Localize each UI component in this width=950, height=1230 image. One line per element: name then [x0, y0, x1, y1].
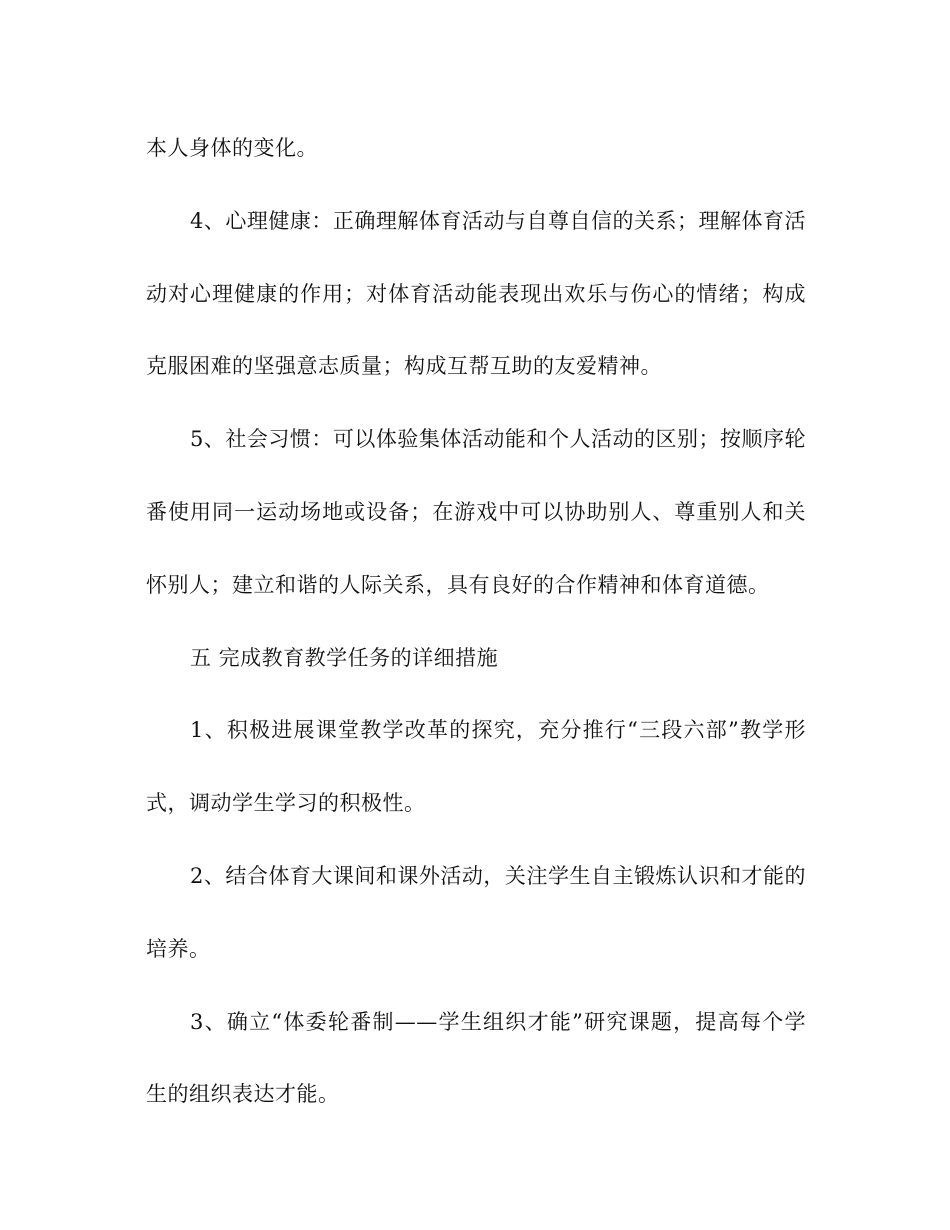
paragraph-measure-3: 3、确立“体委轮番制——学生组织才能”研究课题，提高每个学生的组织表达才能。: [146, 1009, 806, 1107]
section-heading-measures: 五 完成教育教学任务的详细措施: [190, 645, 499, 670]
paragraph-measure-2: 2、结合体育大课间和课外活动，关注学生自主锻炼认识和才能的培养。: [146, 863, 806, 961]
paragraph-measure-1: 1、积极进展课堂教学改革的探究，充分推行“三段六部”教学形式，调动学生学习的积极性。: [146, 718, 806, 816]
paragraph-social-habits: 5、社会习惯：可以体验集体活动能和个人活动的区别；按顺序轮番使用同一运动场地或设备；在游戏中可以协助别人、尊重别人和关怀别人；建立和谐的人际关系，具有良好的合作精神和体育道德。: [146, 427, 806, 597]
document-body: [146, 112, 806, 1131]
paragraph-mental-health: 4、心理健康：正确理解体育活动与自尊自信的关系；理解体育活动对心理健康的作用；对体育活动能表现出欢乐与伤心的情绪；构成克服困难的坚强意志质量；构成互帮互助的友爱精神。: [146, 208, 806, 379]
paragraph-body-change: 本人身体的变化。: [146, 136, 318, 160]
